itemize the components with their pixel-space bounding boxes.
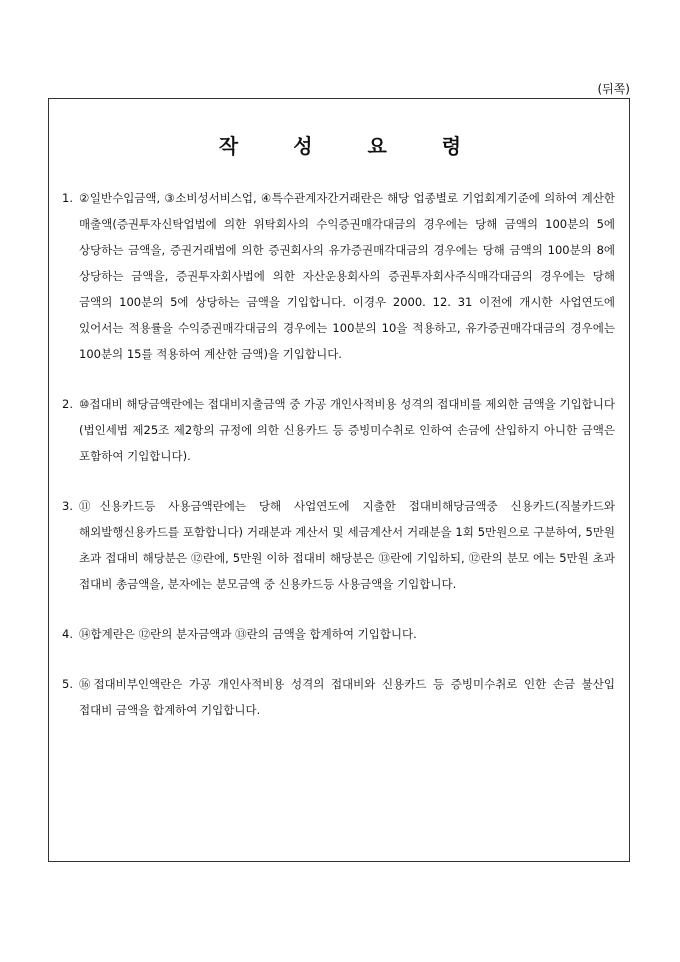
page-title: 작 성 요 령 [218, 134, 486, 158]
list-item [62, 391, 615, 469]
instruction-list [62, 185, 615, 747]
list-item [62, 671, 615, 723]
item-text: ⑪신용카드등 사용금액란에는 당해 사업연도에 지출한 접대비해당금액중 신용카드(직불카드와 해외발행신용카드를 포함합니다) 거래분과 계산서 및 세금계산서 거래분을 1회 5만원으로 구분하여, 5만원 초과 접대비 해당분은 ⑫란에, 5만원 이하 접대비 해당분은 ⑬란에 기입하되, ⑫란의 분모 에는 5만원 초과 접대비 총금액을, 분자에는 분모금액 중 신용카드등 사용금액을 기입합니다. [79, 499, 615, 591]
item-text: ⑭합계란은 ⑫란의 분자금액과 ⑬란의 금액을 합계하여 기입합니다. [79, 627, 417, 641]
item-text: ⑯접대비부인액란은 가공 개인사적비용 성격의 접대비와 신용카드 등 증빙미수취로 인한 손금 불산입 접대비 금액을 합계하여 기입합니다. [79, 677, 615, 717]
list-item [62, 493, 615, 597]
item-text: ②일반수입금액, ③소비성서비스업, ④특수관계자간거래란은 해당 업종별로 기업회계기준에 의하여 계산한 매출액(증권투자신탁업법에 의한 위탁회사의 수익증권매각대금의 경우에는 당해 금액의 100분의 5에 상당하는 금액을, 증권거래법에 의한 증권회사의 유가증권매각대금의 경우에는 당해 금액의 100분의 8에 상당하는 금액을, 증권투자회사법에 의한 자산운용회사의 증권투자회사주식매각대금의 경우에는 당해 금액의 100분의 5에 상당하는 금액을 기입합니다. 이경우 2000. 12. 31 이전에 개시한 사업연도에 있어서는 적용률을 수익증권매각대금의 경우에는 100분의 10을 적용하고, 유가증권매각대금의 경우에는 100분의 15를 적용하여 계산한 금액)을 기입합니다. [79, 191, 615, 361]
item-number: 4. [62, 627, 73, 641]
item-number: 5. [62, 677, 73, 691]
page-side-label: (뒤쪽) [597, 82, 630, 96]
item-number: 1. [62, 191, 73, 205]
list-item [62, 621, 615, 647]
item-number: 3. [62, 499, 73, 513]
item-text: ⑩접대비 해당금액란에는 접대비지출금액 중 가공 개인사적비용 성격의 접대비를 제외한 금액을 기입합니다(법인세법 제25조 제2항의 규정에 의한 신용카드 등 증빙미수취로 인하여 손금에 산입하지 아니한 금액은 포함하여 기입합니다). [79, 397, 615, 463]
item-number: 2. [62, 397, 73, 411]
list-item [62, 185, 615, 367]
